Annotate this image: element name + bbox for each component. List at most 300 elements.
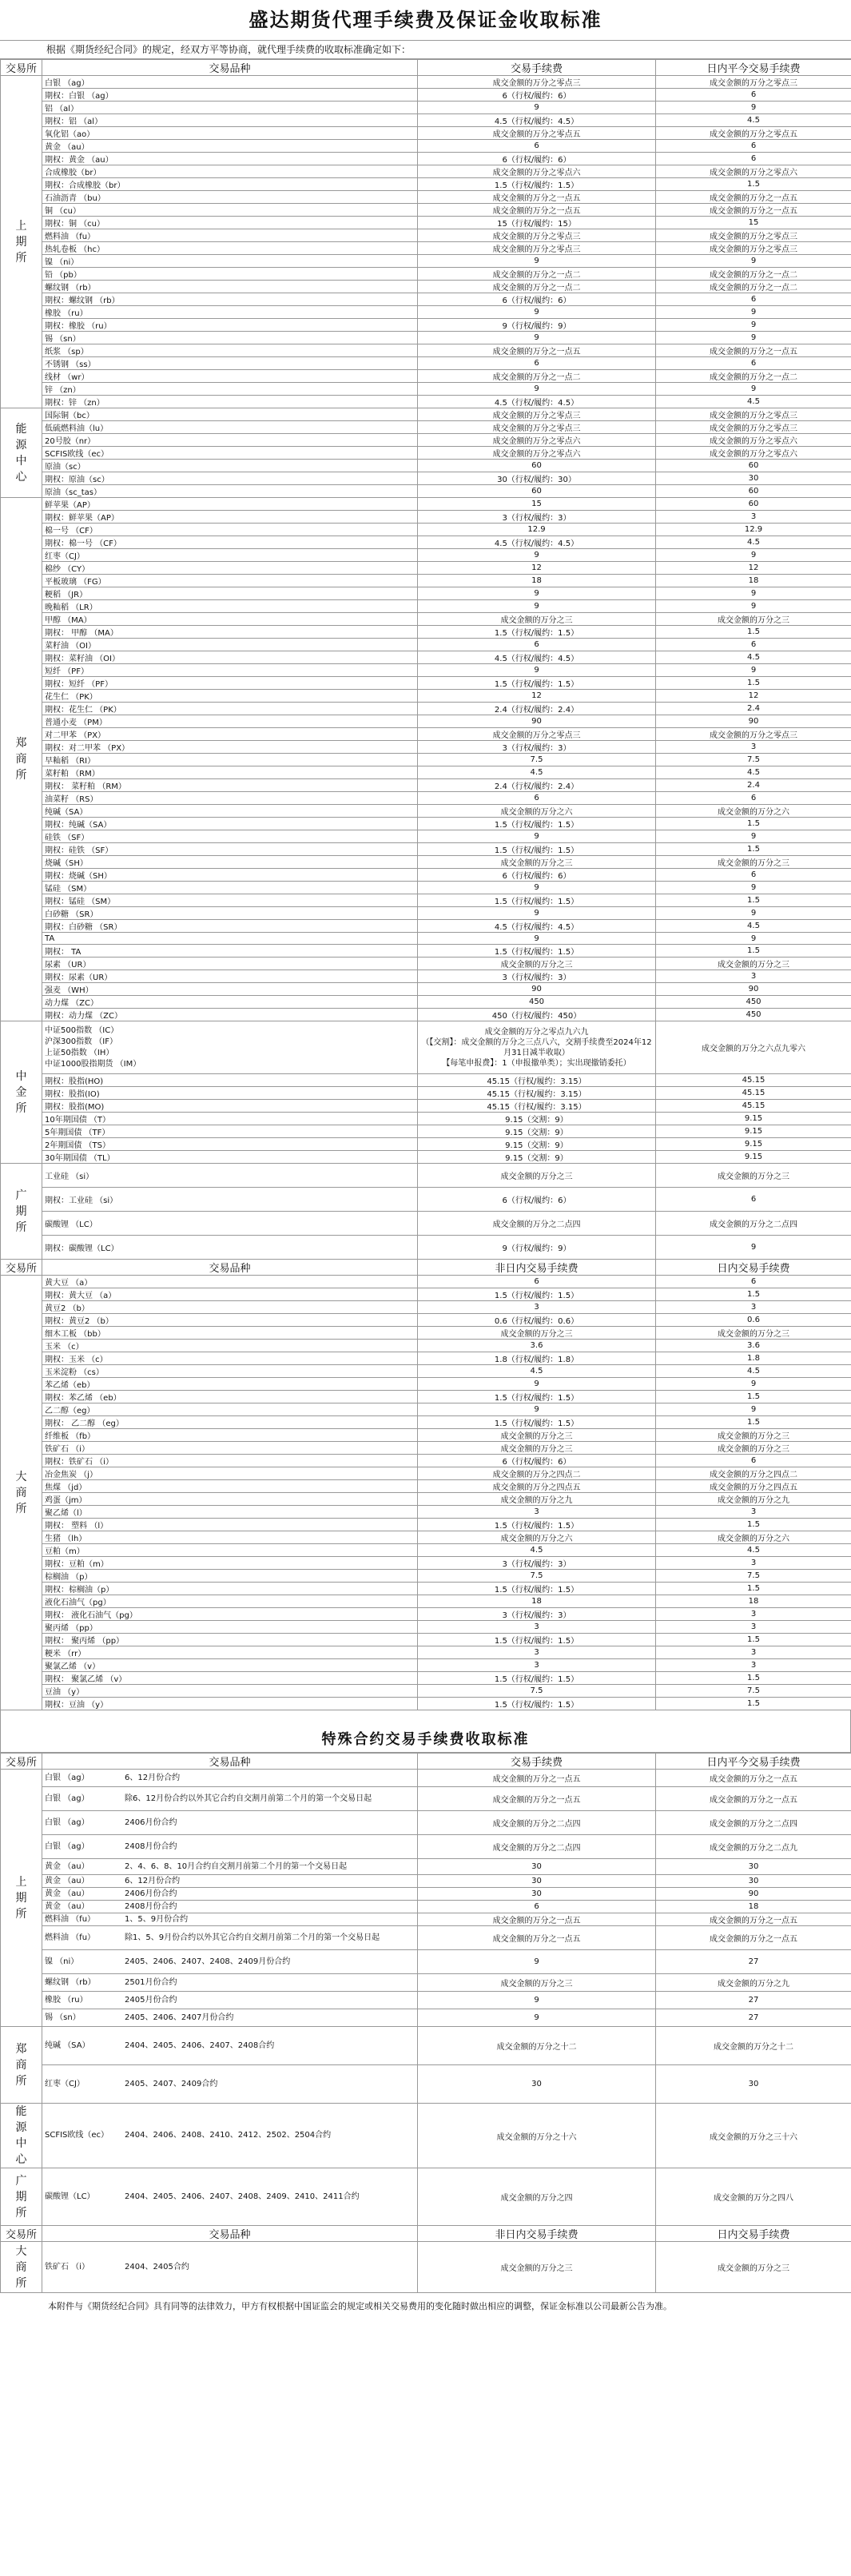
fee-cell: 60 bbox=[418, 460, 656, 472]
fee-cell: 18 bbox=[418, 1595, 656, 1608]
fee-cell: 3（行权/履约：3） bbox=[418, 511, 656, 524]
product-cell: 铜 （cu） bbox=[42, 204, 418, 217]
table-row bbox=[1, 1429, 851, 1442]
product-cell: 锡 （sn） bbox=[42, 332, 418, 344]
fee-cell: 9 bbox=[418, 383, 656, 396]
table-row bbox=[1, 1327, 851, 1340]
intraday-cell: 成交金额的万分之一点五 bbox=[656, 1787, 851, 1811]
contract-months: 2405、2406、2407、2408、2409月份合约 bbox=[125, 1957, 291, 1966]
intro-text: 根据《期货经纪合同》的规定，经双方平等协商，就代理手续费的收取标准确定如下： bbox=[0, 41, 851, 59]
fee-table bbox=[0, 1753, 851, 2293]
product-cell: 期权：铁矿石 （i） bbox=[42, 1455, 418, 1467]
col-fee: 交易手续费 bbox=[418, 1754, 656, 1770]
table-row bbox=[1, 178, 851, 191]
intraday-cell: 2.4 bbox=[656, 703, 851, 715]
intraday-cell: 9 bbox=[656, 319, 851, 332]
product-cell: 聚丙烯 （pp） bbox=[42, 1621, 418, 1634]
intraday-cell: 成交金额的万分之一点二 bbox=[656, 268, 851, 281]
table-row bbox=[1, 728, 851, 741]
fee-cell: 1.5（行权/履约：1.5） bbox=[418, 1391, 656, 1403]
intraday-cell: 45.15 bbox=[656, 1100, 851, 1113]
product-cell: 黄金 （au） bbox=[42, 140, 418, 153]
table-row bbox=[1, 983, 851, 996]
product-cell: 平板玻璃 （FG） bbox=[42, 575, 418, 587]
intraday-cell: 90 bbox=[656, 1888, 851, 1901]
intraday-cell: 9 bbox=[656, 1236, 851, 1260]
header-row bbox=[1, 1260, 851, 1276]
fee-cell: 成交金额的万分之一点五 bbox=[418, 191, 656, 204]
table-row bbox=[1, 562, 851, 575]
table-row bbox=[1, 869, 851, 882]
fee-cell: 1.5（行权/履约：1.5） bbox=[418, 1288, 656, 1301]
product-cell bbox=[42, 1835, 418, 1859]
fee-cell: 9 bbox=[418, 882, 656, 894]
table-row bbox=[1, 1901, 851, 1913]
product-cell bbox=[42, 1875, 418, 1888]
product-cell: 普通小麦 （PM） bbox=[42, 715, 418, 728]
intraday-cell: 成交金额的万分之四点二 bbox=[656, 1467, 851, 1480]
table-row bbox=[1, 396, 851, 408]
intraday-cell: 成交金额的万分之零点六 bbox=[656, 447, 851, 460]
table-row bbox=[1, 1685, 851, 1698]
product-name: 上证50指数 （IH） bbox=[45, 1048, 114, 1057]
intraday-cell: 9 bbox=[656, 332, 851, 344]
intraday-cell: 成交金额的万分之四八 bbox=[656, 2168, 851, 2226]
fee-cell: 成交金额的万分之三 bbox=[418, 856, 656, 869]
table-row bbox=[1, 1544, 851, 1557]
intraday-cell: 9 bbox=[656, 933, 851, 945]
fee-cell: 6（行权/履约：6） bbox=[418, 1188, 656, 1212]
product-cell: 期权：玉米 （c） bbox=[42, 1352, 418, 1365]
table-row bbox=[1, 127, 851, 140]
table-row bbox=[1, 408, 851, 421]
contract-months: 2404、2405、2406、2407、2408、2409、2410、2411合约 bbox=[125, 2192, 360, 2201]
table-row bbox=[1, 1770, 851, 1787]
product-cell: 聚氯乙烯 （v） bbox=[42, 1659, 418, 1672]
table-row bbox=[1, 472, 851, 485]
product-cell: 细木工板 （bb） bbox=[42, 1327, 418, 1340]
fee-cell: 成交金额的万分之零点三 bbox=[418, 408, 656, 421]
fee-cell: 3 bbox=[418, 1506, 656, 1519]
intraday-cell: 7.5 bbox=[656, 1570, 851, 1583]
fee-cell: 成交金额的万分之三 bbox=[418, 1974, 656, 1992]
fee-cell: 3（行权/履约：3） bbox=[418, 1608, 656, 1621]
product-cell bbox=[42, 1787, 418, 1811]
fee-cell: 成交金额的万分之三 bbox=[418, 1442, 656, 1455]
table-row bbox=[1, 1621, 851, 1634]
product-cell: 锌 （zn） bbox=[42, 383, 418, 396]
fee-cell: 1.5（行权/履约：1.5） bbox=[418, 945, 656, 958]
product-cell: 白砂糖 （SR） bbox=[42, 907, 418, 920]
table-row bbox=[1, 242, 851, 255]
fee-cell: 成交金额的万分之一点五 bbox=[418, 1913, 656, 1926]
product-cell: 期权：短纤 （PF） bbox=[42, 677, 418, 690]
table-row bbox=[1, 281, 851, 293]
fee-cell: 成交金额的万分之零点三 bbox=[418, 728, 656, 741]
product-name: 燃料油 （fu） bbox=[45, 1933, 96, 1942]
intraday-cell: 4.5 bbox=[656, 1365, 851, 1378]
fee-cell: 1.5（行权/履约：1.5） bbox=[418, 1416, 656, 1429]
product-cell: 期权：黄金 （au） bbox=[42, 153, 418, 165]
product-cell: 5年期国债 （TF） bbox=[42, 1125, 418, 1138]
fee-cell: 3.6 bbox=[418, 1340, 656, 1352]
intraday-cell: 90 bbox=[656, 983, 851, 996]
product-cell: 油菜籽 （RS） bbox=[42, 792, 418, 805]
table-row bbox=[1, 882, 851, 894]
fee-cell: 成交金额的万分之六 bbox=[418, 805, 656, 818]
intraday-cell: 6 bbox=[656, 639, 851, 651]
intraday-cell: 30 bbox=[656, 1859, 851, 1875]
product-cell: 期权：花生仁 （PK） bbox=[42, 703, 418, 715]
product-cell: 甲醇 （MA） bbox=[42, 613, 418, 626]
intraday-cell: 成交金额的万分之六 bbox=[656, 805, 851, 818]
product-cell: 30年期国债 （TL） bbox=[42, 1151, 418, 1164]
intraday-cell: 9 bbox=[656, 383, 851, 396]
contract-months: 6、12月份合约 bbox=[125, 1773, 181, 1782]
fee-cell: 4.5（行权/履约：4.5） bbox=[418, 920, 656, 933]
table-row bbox=[1, 1913, 851, 1926]
product-name: 中证1000股指期货 （IM） bbox=[45, 1059, 141, 1069]
intraday-cell: 成交金额的万分之三 bbox=[656, 613, 851, 626]
contract-months: 2、4、6、8、10月合约自交割月前第二个月的第一个交易日起 bbox=[125, 1861, 348, 1871]
col-product: 交易品种 bbox=[42, 2226, 418, 2242]
product-name: 锡 （sn） bbox=[45, 2013, 81, 2022]
table-row bbox=[1, 1974, 851, 1992]
product-cell: 原油（sc_tas） bbox=[42, 485, 418, 498]
product-cell: 期权：工业硅 （si） bbox=[42, 1188, 418, 1212]
product-name: 黄金 （au） bbox=[45, 1876, 89, 1885]
intraday-cell: 1.5 bbox=[656, 1416, 851, 1429]
contract-months: 2406月份合约 bbox=[125, 1818, 177, 1827]
intraday-cell: 成交金额的万分之三 bbox=[656, 1164, 851, 1188]
table-row bbox=[1, 1236, 851, 1260]
intraday-cell: 成交金额的万分之零点三 bbox=[656, 421, 851, 434]
table-row bbox=[1, 766, 851, 779]
product-cell: 乙二醇（eg） bbox=[42, 1403, 418, 1416]
intraday-cell: 成交金额的万分之一点五 bbox=[656, 344, 851, 357]
product-cell: 合成橡胶（br） bbox=[42, 165, 418, 178]
table-row bbox=[1, 1212, 851, 1236]
product-cell: 期权：股指(HO) bbox=[42, 1074, 418, 1087]
fee-cell: 成交金额的万分之零点三 bbox=[418, 242, 656, 255]
table-row bbox=[1, 370, 851, 383]
fee-cell: 成交金额的万分之四点二 bbox=[418, 1467, 656, 1480]
table-row bbox=[1, 153, 851, 165]
product-cell: 聚乙烯（l） bbox=[42, 1506, 418, 1519]
table-row bbox=[1, 1557, 851, 1570]
product-name: 白银 （ag） bbox=[45, 1841, 89, 1851]
table-row bbox=[1, 140, 851, 153]
table-row bbox=[1, 996, 851, 1009]
intraday-cell: 成交金额的万分之零点六 bbox=[656, 434, 851, 447]
contract-months: 2405、2407、2409合约 bbox=[125, 2079, 218, 2088]
product-cell: 热轧卷板 （hc） bbox=[42, 242, 418, 255]
intraday-cell: 9.15 bbox=[656, 1151, 851, 1164]
fee-cell: 1.5（行权/履约：1.5） bbox=[418, 1519, 656, 1531]
product-cell: 纯碱（SA） bbox=[42, 805, 418, 818]
table-row bbox=[1, 1365, 851, 1378]
intraday-cell: 60 bbox=[656, 460, 851, 472]
product-name: 黄金 （au） bbox=[45, 1901, 89, 1911]
fee-cell: 7.5 bbox=[418, 1685, 656, 1698]
fee-cell: 成交金额的万分之四 bbox=[418, 2168, 656, 2226]
table-row bbox=[1, 600, 851, 613]
product-cell: 国际铜（bc） bbox=[42, 408, 418, 421]
product-cell: 铅 （pb） bbox=[42, 268, 418, 281]
fee-cell: 6（行权/履约：6） bbox=[418, 153, 656, 165]
table-row bbox=[1, 830, 851, 843]
intraday-cell: 成交金额的万分之零点三 bbox=[656, 242, 851, 255]
intraday-cell: 9 bbox=[656, 255, 851, 268]
product-cell: 工业硅 （si） bbox=[42, 1164, 418, 1188]
table-row bbox=[1, 217, 851, 229]
table-row bbox=[1, 639, 851, 651]
intraday-cell: 成交金额的万分之一点二 bbox=[656, 370, 851, 383]
intraday-cell: 12 bbox=[656, 562, 851, 575]
intraday-cell: 成交金额的万分之三 bbox=[656, 1429, 851, 1442]
product-cell: 短纤 （PF） bbox=[42, 664, 418, 677]
product-cell bbox=[42, 1974, 418, 1992]
product-cell: 期权： 聚丙烯 （pp） bbox=[42, 1634, 418, 1646]
fee-cell: 9 bbox=[418, 255, 656, 268]
intraday-cell: 1.5 bbox=[656, 178, 851, 191]
table-row bbox=[1, 843, 851, 856]
table-row bbox=[1, 332, 851, 344]
header-row bbox=[1, 1754, 851, 1770]
table-row bbox=[1, 1442, 851, 1455]
product-cell: 生猪 （lh） bbox=[42, 1531, 418, 1544]
col-product: 交易品种 bbox=[42, 1260, 418, 1276]
fee-cell: 1.8（行权/履约：1.8） bbox=[418, 1352, 656, 1365]
table-row bbox=[1, 498, 851, 511]
intraday-cell: 4.5 bbox=[656, 536, 851, 549]
intraday-cell: 6 bbox=[656, 1455, 851, 1467]
intraday-cell: 6 bbox=[656, 89, 851, 102]
table-row bbox=[1, 1188, 851, 1212]
fee-cell: 9.15（交割：9） bbox=[418, 1151, 656, 1164]
table-row bbox=[1, 1672, 851, 1685]
table-row bbox=[1, 460, 851, 472]
fee-cell: 450 bbox=[418, 996, 656, 1009]
product-cell: 期权：棉一号 （CF） bbox=[42, 536, 418, 549]
exchange-cell: 能 源 中 心 bbox=[1, 408, 42, 498]
product-cell: 线材 （wr） bbox=[42, 370, 418, 383]
table-row bbox=[1, 958, 851, 970]
intraday-cell: 9.15 bbox=[656, 1113, 851, 1125]
contract-months: 2501月份合约 bbox=[125, 1977, 177, 1987]
product-cell: 镍 （ni） bbox=[42, 255, 418, 268]
fee-cell: 6 bbox=[418, 1276, 656, 1288]
product-cell: 硅铁 （SF） bbox=[42, 830, 418, 843]
exchange-cell: 郑 商 所 bbox=[1, 2027, 42, 2104]
product-cell: 期权： 聚氯乙烯 （v） bbox=[42, 1672, 418, 1685]
fee-cell: 30（行权/履约：30） bbox=[418, 472, 656, 485]
fee-cell: 成交金额的万分之一点二 bbox=[418, 268, 656, 281]
contract-months: 除1、5、9月份合约以外其它合约自交割月前第二个月的第一个交易日起 bbox=[125, 1933, 380, 1942]
intraday-cell: 成交金额的万分之零点五 bbox=[656, 127, 851, 140]
intraday-cell: 3 bbox=[656, 1659, 851, 1672]
contract-months: 除6、12月份合约以外其它合约自交割月前第二个月的第一个交易日起 bbox=[125, 1794, 372, 1803]
product-name: 白银 （ag） bbox=[45, 1818, 89, 1827]
table-row bbox=[1, 524, 851, 536]
product-cell: 橡胶 （ru） bbox=[42, 306, 418, 319]
intraday-cell: 成交金额的万分之一点五 bbox=[656, 1770, 851, 1787]
product-cell bbox=[42, 1992, 418, 2009]
fee-cell: 12.9 bbox=[418, 524, 656, 536]
table-row bbox=[1, 1698, 851, 1710]
fee-cell: 30 bbox=[418, 1859, 656, 1875]
contract-months: 2405月份合约 bbox=[125, 1995, 177, 2005]
intraday-cell: 60 bbox=[656, 485, 851, 498]
intraday-cell: 成交金额的万分之三十六 bbox=[656, 2104, 851, 2168]
fee-cell: 3 bbox=[418, 1659, 656, 1672]
intraday-cell: 4.5 bbox=[656, 114, 851, 127]
product-cell: 白银 （ag） bbox=[42, 76, 418, 89]
intraday-cell: 4.5 bbox=[656, 651, 851, 664]
product-cell: 期权： TA bbox=[42, 945, 418, 958]
table-row bbox=[1, 1138, 851, 1151]
fee-cell: 4.5（行权/履约：4.5） bbox=[418, 114, 656, 127]
fee-cell: 3（行权/履约：3） bbox=[418, 741, 656, 754]
fee-cell: 成交金额的万分之零点九六九 （【交割】：成交金额的万分之三点八六，交割手续费至2024年12月31日减半收取） 【每笔申报费】：1（申报撤单类）；实出现撤销委托） bbox=[418, 1021, 656, 1074]
intraday-cell: 450 bbox=[656, 1009, 851, 1021]
product-cell: 期权：菜籽油 （OI） bbox=[42, 651, 418, 664]
table-row bbox=[1, 319, 851, 332]
fee-cell: 2.4（行权/履约：2.4） bbox=[418, 703, 656, 715]
table-row bbox=[1, 89, 851, 102]
product-cell: 20号胶（nr） bbox=[42, 434, 418, 447]
fee-cell: 12 bbox=[418, 562, 656, 575]
section-gap bbox=[0, 1710, 851, 1728]
intraday-cell: 1.5 bbox=[656, 626, 851, 639]
table-row bbox=[1, 1506, 851, 1519]
intraday-cell: 1.5 bbox=[656, 843, 851, 856]
table-row bbox=[1, 102, 851, 114]
fee-cell: 3 bbox=[418, 1301, 656, 1314]
fee-cell: 9 bbox=[418, 1992, 656, 2009]
product-cell bbox=[42, 1913, 418, 1926]
product-cell: 动力煤 （ZC） bbox=[42, 996, 418, 1009]
table-row bbox=[1, 1125, 851, 1138]
intraday-cell: 18 bbox=[656, 1901, 851, 1913]
contract-months: 2404、2405、2406、2407、2408合约 bbox=[125, 2040, 275, 2050]
table-row bbox=[1, 1301, 851, 1314]
exchange-cell: 大 商 所 bbox=[1, 1276, 42, 1710]
contract-months: 6、12月份合约 bbox=[125, 1876, 181, 1885]
intraday-cell: 成交金额的万分之零点三 bbox=[656, 728, 851, 741]
intraday-cell: 9 bbox=[656, 549, 851, 562]
fee-cell: 9.15（交割：9） bbox=[418, 1113, 656, 1125]
fee-table bbox=[0, 59, 851, 1710]
product-cell bbox=[42, 1770, 418, 1787]
product-cell bbox=[42, 2009, 418, 2027]
intraday-cell: 6 bbox=[656, 357, 851, 370]
product-name: 镍 （ni） bbox=[45, 1957, 79, 1966]
intraday-cell: 9 bbox=[656, 664, 851, 677]
product-cell: 期权：螺纹钢 （rb） bbox=[42, 293, 418, 306]
fee-cell: 成交金额的万分之一点二 bbox=[418, 281, 656, 293]
intraday-cell: 45.15 bbox=[656, 1074, 851, 1087]
table-row bbox=[1, 1595, 851, 1608]
fee-cell: 9 bbox=[418, 830, 656, 843]
product-cell: 尿素 （UR） bbox=[42, 958, 418, 970]
product-cell: 晚籼稻 （LR） bbox=[42, 600, 418, 613]
fee-cell: 18 bbox=[418, 575, 656, 587]
product-cell: SCFIS欧线（ec） bbox=[42, 447, 418, 460]
table-row bbox=[1, 894, 851, 907]
fee-cell: 30 bbox=[418, 1888, 656, 1901]
fee-cell: 1.5（行权/履约：1.5） bbox=[418, 1634, 656, 1646]
intraday-cell: 1.5 bbox=[656, 894, 851, 907]
table-row bbox=[1, 1352, 851, 1365]
intraday-cell: 450 bbox=[656, 996, 851, 1009]
exchange-cell: 大 商 所 bbox=[1, 2242, 42, 2293]
table-row bbox=[1, 1926, 851, 1950]
fee-cell: 成交金额的万分之零点三 bbox=[418, 76, 656, 89]
table-row bbox=[1, 2009, 851, 2027]
table-row bbox=[1, 1480, 851, 1493]
fee-cell: 成交金额的万分之零点五 bbox=[418, 127, 656, 140]
fee-cell: 450（行权/履约：450） bbox=[418, 1009, 656, 1021]
fee-cell: 1.5（行权/履约：1.5） bbox=[418, 178, 656, 191]
fee-cell: 4.5 bbox=[418, 1544, 656, 1557]
table-row bbox=[1, 191, 851, 204]
product-name: 碳酸锂（LC） bbox=[45, 2192, 95, 2201]
product-cell: 菜籽油 （OI） bbox=[42, 639, 418, 651]
intraday-cell: 7.5 bbox=[656, 1685, 851, 1698]
intraday-cell: 9 bbox=[656, 102, 851, 114]
intraday-cell: 18 bbox=[656, 1595, 851, 1608]
fee-cell: 9（行权/履约：9） bbox=[418, 319, 656, 332]
product-cell: 玉米 （c） bbox=[42, 1340, 418, 1352]
product-cell: 期权： 菜籽粕 （RM） bbox=[42, 779, 418, 792]
table-row bbox=[1, 2168, 851, 2226]
product-cell: 铁矿石 （i） bbox=[42, 1442, 418, 1455]
fee-cell: 成交金额的万分之三 bbox=[418, 1327, 656, 1340]
contract-months: 2405、2406、2407月份合约 bbox=[125, 2013, 234, 2022]
intraday-cell: 3 bbox=[656, 1608, 851, 1621]
intraday-cell: 成交金额的万分之一点五 bbox=[656, 204, 851, 217]
fee-cell: 1.5（行权/履约：1.5） bbox=[418, 1698, 656, 1710]
table-row bbox=[1, 664, 851, 677]
fee-cell: 6 bbox=[418, 140, 656, 153]
product-cell: 鸡蛋（jm） bbox=[42, 1493, 418, 1506]
product-cell bbox=[42, 1950, 418, 1974]
table-row bbox=[1, 818, 851, 830]
table-row bbox=[1, 1288, 851, 1301]
intraday-cell: 1.5 bbox=[656, 1583, 851, 1595]
product-cell: 期权：纯碱（SA） bbox=[42, 818, 418, 830]
intraday-cell: 成交金额的万分之一点五 bbox=[656, 1926, 851, 1950]
table-row bbox=[1, 715, 851, 728]
intraday-cell: 30 bbox=[656, 2065, 851, 2104]
table-row bbox=[1, 1787, 851, 1811]
contract-months: 2408月份合约 bbox=[125, 1841, 177, 1851]
intraday-cell: 成交金额的万分之三 bbox=[656, 958, 851, 970]
fee-cell: 1.5（行权/履约：1.5） bbox=[418, 843, 656, 856]
fee-cell: 成交金额的万分之三 bbox=[418, 1164, 656, 1188]
product-name: SCFIS欧线（ec） bbox=[45, 2131, 109, 2140]
intraday-cell: 3 bbox=[656, 741, 851, 754]
table-row bbox=[1, 383, 851, 396]
special-contract-title: 特殊合约交易手续费收取标准 bbox=[0, 1728, 851, 1753]
product-cell: 期权：动力煤 （ZC） bbox=[42, 1009, 418, 1021]
table-row bbox=[1, 677, 851, 690]
intraday-cell: 成交金额的万分之四点五 bbox=[656, 1480, 851, 1493]
intraday-cell: 9 bbox=[656, 882, 851, 894]
intraday-cell: 27 bbox=[656, 2009, 851, 2027]
table-row bbox=[1, 1416, 851, 1429]
